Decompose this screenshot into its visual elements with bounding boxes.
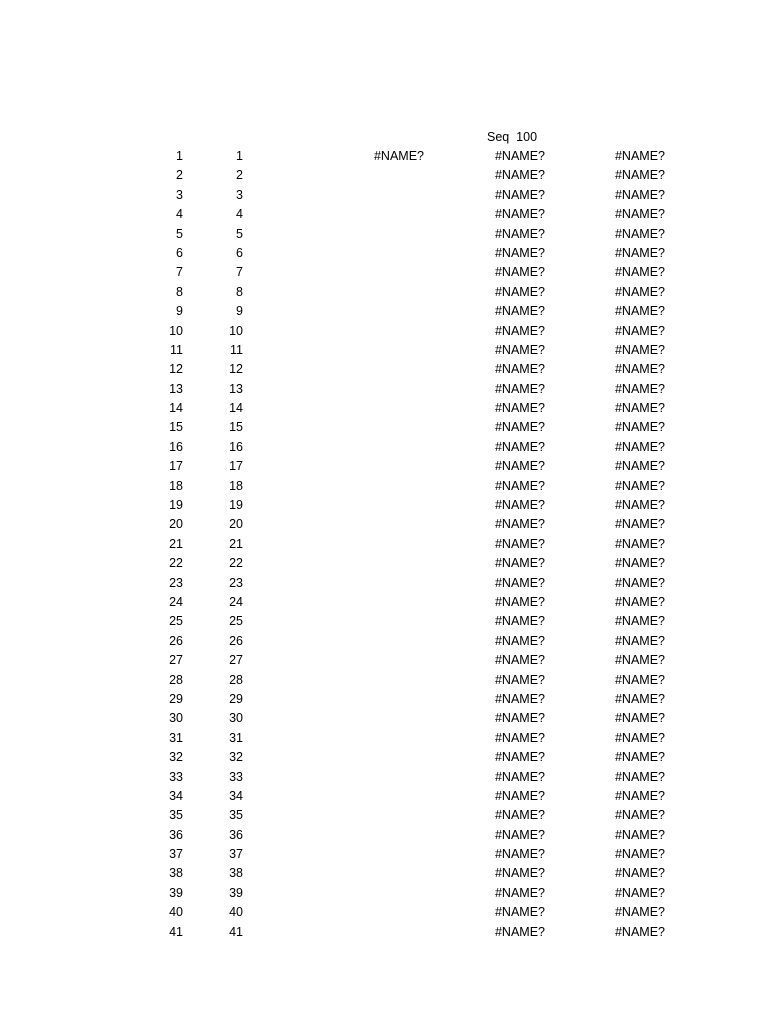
cell-col-a[interactable]: 3 <box>176 187 183 202</box>
cell-col-a[interactable]: 16 <box>169 439 183 454</box>
cell-col-d[interactable]: #NAME? <box>494 284 545 299</box>
cell-col-a[interactable]: 27 <box>169 653 183 668</box>
table-row <box>0 438 768 457</box>
seq-label[interactable]: Seq 100 <box>487 130 538 144</box>
cell-col-a[interactable]: 6 <box>176 245 183 260</box>
cell-col-e[interactable]: #NAME? <box>614 769 665 784</box>
cell-col-b[interactable]: 40 <box>229 905 243 920</box>
cell-col-a[interactable]: 1 <box>176 149 183 163</box>
cell-col-e[interactable]: #NAME? <box>614 905 665 920</box>
cell-col-b[interactable]: 33 <box>229 769 243 784</box>
cell-col-b[interactable]: 10 <box>229 323 243 338</box>
table-row <box>0 748 768 767</box>
cell-col-b[interactable]: 27 <box>229 653 243 668</box>
cell-col-d[interactable]: #NAME? <box>494 633 545 648</box>
cell-col-b[interactable]: 14 <box>229 401 243 416</box>
cell-col-e[interactable]: #NAME? <box>614 788 665 803</box>
cell-col-a[interactable]: 8 <box>176 284 183 299</box>
cell-col-e[interactable]: #NAME? <box>614 304 665 319</box>
cell-col-a[interactable]: 37 <box>169 847 183 862</box>
cell-col-a[interactable]: 26 <box>169 633 183 648</box>
cell-col-b[interactable]: 8 <box>236 284 243 299</box>
table-row <box>0 826 768 845</box>
cell-col-b[interactable]: 5 <box>236 226 243 241</box>
table-row <box>0 632 768 651</box>
cell-col-b[interactable]: 25 <box>229 614 243 629</box>
cell-col-b[interactable]: 39 <box>229 885 243 900</box>
cell-col-e[interactable]: #NAME? <box>614 420 665 435</box>
cell-col-a[interactable]: 33 <box>169 769 183 784</box>
cell-col-d[interactable]: #NAME? <box>494 866 545 881</box>
cell-col-e[interactable]: #NAME? <box>614 808 665 823</box>
cell-col-e[interactable]: #NAME? <box>614 691 665 706</box>
cell-col-b[interactable]: 38 <box>229 866 243 881</box>
table-row <box>0 380 768 399</box>
table-row <box>0 709 768 728</box>
cell-col-a[interactable]: 23 <box>169 575 183 590</box>
cell-col-b[interactable]: 37 <box>229 847 243 862</box>
header-row <box>0 128 768 147</box>
table-row <box>0 768 768 787</box>
cell-col-e[interactable]: #NAME? <box>614 614 665 629</box>
cell-col-d[interactable]: #NAME? <box>494 575 545 590</box>
table-row <box>0 787 768 806</box>
cell-col-b[interactable]: 13 <box>229 381 243 396</box>
cell-col-d[interactable]: #NAME? <box>494 245 545 260</box>
cell-col-d[interactable]: #NAME? <box>494 401 545 416</box>
cell-col-e[interactable]: #NAME? <box>614 556 665 571</box>
table-row <box>0 612 768 631</box>
table-row <box>0 496 768 515</box>
cell-col-a[interactable]: 14 <box>169 401 183 416</box>
cell-col-e[interactable]: #NAME? <box>614 187 665 202</box>
cell-col-d[interactable]: #NAME? <box>494 187 545 202</box>
cell-col-e[interactable]: #NAME? <box>614 265 665 280</box>
cell-col-d[interactable]: #NAME? <box>494 342 545 357</box>
cell-col-d[interactable]: #NAME? <box>494 691 545 706</box>
cell-col-b[interactable]: 19 <box>229 498 243 513</box>
cell-col-e[interactable]: #NAME? <box>614 653 665 668</box>
cell-col-b[interactable]: 7 <box>236 265 243 280</box>
table-row <box>0 360 768 379</box>
cell-col-b[interactable]: 3 <box>236 187 243 202</box>
cell-col-b[interactable]: 16 <box>229 439 243 454</box>
cell-col-d[interactable]: #NAME? <box>494 556 545 571</box>
cell-col-b[interactable]: 34 <box>229 788 243 803</box>
cell-col-e[interactable]: #NAME? <box>614 827 665 842</box>
cell-col-e[interactable]: #NAME? <box>614 594 665 609</box>
table-row <box>0 418 768 437</box>
cell-col-d[interactable]: #NAME? <box>494 594 545 609</box>
cell-col-e[interactable]: #NAME? <box>614 207 665 222</box>
cell-col-b[interactable]: 36 <box>229 827 243 842</box>
cell-col-e[interactable]: #NAME? <box>614 168 665 183</box>
cell-col-a[interactable]: 21 <box>169 536 183 551</box>
cell-col-d[interactable]: #NAME? <box>494 750 545 765</box>
cell-col-b[interactable]: 6 <box>236 245 243 260</box>
cell-col-d[interactable]: #NAME? <box>494 362 545 377</box>
cell-col-e[interactable]: #NAME? <box>614 672 665 687</box>
cell-col-e[interactable]: #NAME? <box>614 885 665 900</box>
cell-col-a[interactable]: 41 <box>169 924 183 939</box>
table-row <box>0 477 768 496</box>
cell-col-e[interactable]: #NAME? <box>614 459 665 474</box>
cell-col-b[interactable]: 32 <box>229 750 243 765</box>
cell-col-d[interactable]: #NAME? <box>494 614 545 629</box>
cell-col-b[interactable]: 31 <box>229 730 243 745</box>
cell-col-b[interactable]: 35 <box>229 808 243 823</box>
cell-col-d[interactable]: #NAME? <box>494 226 545 241</box>
cell-col-a[interactable]: 18 <box>169 478 183 493</box>
table-row <box>0 186 768 205</box>
cell-col-a[interactable]: 32 <box>169 750 183 765</box>
table-row <box>0 884 768 903</box>
table-row <box>0 903 768 922</box>
cell-col-d[interactable]: #NAME? <box>494 207 545 222</box>
table-row <box>0 302 768 321</box>
cell-col-e[interactable]: #NAME? <box>614 478 665 493</box>
cell-col-e[interactable]: #NAME? <box>614 226 665 241</box>
cell-col-e[interactable]: #NAME? <box>614 342 665 357</box>
cell-col-e[interactable]: #NAME? <box>614 517 665 532</box>
cell-col-a[interactable]: 39 <box>169 885 183 900</box>
cell-col-a[interactable]: 36 <box>169 827 183 842</box>
cell-col-b[interactable]: 20 <box>229 517 243 532</box>
cell-col-b[interactable]: 15 <box>229 420 243 435</box>
cell-col-e[interactable]: #NAME? <box>614 381 665 396</box>
cell-col-a[interactable]: 4 <box>176 207 183 222</box>
table-row <box>0 806 768 825</box>
table-row <box>0 923 768 942</box>
cell-col-e[interactable]: #NAME? <box>614 439 665 454</box>
cell-col-a[interactable]: 19 <box>169 498 183 513</box>
cell-col-e[interactable]: #NAME? <box>614 633 665 648</box>
cell-col-a[interactable]: 30 <box>169 711 183 726</box>
cell-col-b[interactable]: 41 <box>229 924 243 939</box>
cell-col-d[interactable]: #NAME? <box>494 924 545 939</box>
cell-col-e[interactable]: #NAME? <box>614 847 665 862</box>
table-row <box>0 244 768 263</box>
table-row <box>0 729 768 748</box>
cell-col-d[interactable]: #NAME? <box>494 536 545 551</box>
cell-col-a[interactable]: 11 <box>170 342 183 357</box>
cell-col-b[interactable]: 11 <box>230 342 243 357</box>
cell-col-a[interactable]: 9 <box>176 304 183 319</box>
table-row <box>0 457 768 476</box>
cell-col-b[interactable]: 12 <box>229 362 243 377</box>
cell-col-a[interactable]: 22 <box>169 556 183 571</box>
cell-col-e[interactable]: #NAME? <box>614 149 665 163</box>
cell-col-b[interactable]: 29 <box>229 691 243 706</box>
cell-col-d[interactable]: #NAME? <box>494 420 545 435</box>
cell-col-d[interactable]: #NAME? <box>494 439 545 454</box>
table-row <box>0 283 768 302</box>
cell-col-e[interactable]: #NAME? <box>614 536 665 551</box>
cell-col-e[interactable]: #NAME? <box>614 750 665 765</box>
cell-col-b[interactable]: 1 <box>236 149 243 163</box>
cell-col-a[interactable]: 20 <box>169 517 183 532</box>
table-row <box>0 671 768 690</box>
table-row <box>0 225 768 244</box>
cell-col-a[interactable]: 7 <box>176 265 183 280</box>
cell-col-a[interactable]: 2 <box>176 168 183 183</box>
cell-col-d[interactable]: #NAME? <box>494 168 545 183</box>
cell-col-b[interactable]: 21 <box>229 536 243 551</box>
cell-col-e[interactable]: #NAME? <box>614 498 665 513</box>
cell-col-e[interactable]: #NAME? <box>614 711 665 726</box>
cell-col-d[interactable]: #NAME? <box>494 711 545 726</box>
cell-col-e[interactable]: #NAME? <box>614 924 665 939</box>
cell-col-d[interactable]: #NAME? <box>494 905 545 920</box>
cell-col-a[interactable]: 29 <box>169 691 183 706</box>
cell-col-e[interactable]: #NAME? <box>614 362 665 377</box>
cell-col-d[interactable]: #NAME? <box>494 769 545 784</box>
cell-col-d[interactable]: #NAME? <box>494 827 545 842</box>
cell-col-d[interactable]: #NAME? <box>494 653 545 668</box>
cell-col-d[interactable]: #NAME? <box>494 517 545 532</box>
data-rows <box>0 147 768 942</box>
cell-col-a[interactable]: 35 <box>169 808 183 823</box>
cell-col-b[interactable]: 26 <box>229 633 243 648</box>
cell-col-d[interactable]: #NAME? <box>494 381 545 396</box>
cell-col-a[interactable]: 38 <box>169 866 183 881</box>
cell-col-d[interactable]: #NAME? <box>494 672 545 687</box>
cell-col-a[interactable]: 12 <box>169 362 183 377</box>
cell-col-e[interactable]: #NAME? <box>614 575 665 590</box>
cell-col-a[interactable]: 31 <box>169 730 183 745</box>
table-row <box>0 341 768 360</box>
cell-col-c[interactable]: #NAME? <box>373 149 424 163</box>
cell-col-a[interactable]: 17 <box>169 459 183 474</box>
table-row <box>0 690 768 709</box>
cell-col-a[interactable]: 15 <box>169 420 183 435</box>
table-row <box>0 554 768 573</box>
cell-col-b[interactable]: 28 <box>229 672 243 687</box>
cell-col-b[interactable]: 23 <box>229 575 243 590</box>
cell-col-d[interactable]: #NAME? <box>494 730 545 745</box>
cell-col-b[interactable]: 2 <box>236 168 243 183</box>
cell-col-b[interactable]: 30 <box>229 711 243 726</box>
cell-col-d[interactable]: #NAME? <box>494 459 545 474</box>
cell-col-d[interactable]: #NAME? <box>494 265 545 280</box>
cell-col-b[interactable]: 22 <box>229 556 243 571</box>
table-row <box>0 651 768 670</box>
cell-col-e[interactable]: #NAME? <box>614 245 665 260</box>
table-row <box>0 399 768 418</box>
cell-col-b[interactable]: 18 <box>229 478 243 493</box>
cell-col-b[interactable]: 4 <box>236 207 243 222</box>
table-row <box>0 593 768 612</box>
cell-col-d[interactable]: #NAME? <box>494 498 545 513</box>
cell-col-a[interactable]: 24 <box>169 594 183 609</box>
cell-col-a[interactable]: 28 <box>169 672 183 687</box>
table-row <box>0 574 768 593</box>
cell-col-e[interactable]: #NAME? <box>614 730 665 745</box>
cell-col-e[interactable]: #NAME? <box>614 401 665 416</box>
cell-col-a[interactable]: 40 <box>169 905 183 920</box>
cell-col-a[interactable]: 10 <box>169 323 183 338</box>
cell-col-a[interactable]: 34 <box>169 788 183 803</box>
cell-col-d[interactable]: #NAME? <box>494 788 545 803</box>
table-row <box>0 535 768 554</box>
cell-col-d[interactable]: #NAME? <box>494 149 545 163</box>
cell-col-a[interactable]: 25 <box>169 614 183 629</box>
cell-col-d[interactable]: #NAME? <box>494 478 545 493</box>
cell-col-d[interactable]: #NAME? <box>494 847 545 862</box>
table-row <box>0 515 768 534</box>
table-row <box>0 205 768 224</box>
table-row <box>0 147 768 166</box>
cell-col-a[interactable]: 5 <box>176 226 183 241</box>
cell-col-d[interactable]: #NAME? <box>494 885 545 900</box>
cell-col-e[interactable]: #NAME? <box>614 284 665 299</box>
cell-col-d[interactable]: #NAME? <box>494 808 545 823</box>
table-row <box>0 263 768 282</box>
cell-col-d[interactable]: #NAME? <box>494 323 545 338</box>
cell-col-e[interactable]: #NAME? <box>614 866 665 881</box>
cell-col-a[interactable]: 13 <box>169 381 183 396</box>
table-row <box>0 864 768 883</box>
table-row <box>0 845 768 864</box>
table-row <box>0 166 768 185</box>
cell-col-d[interactable]: #NAME? <box>494 304 545 319</box>
cell-col-e[interactable]: #NAME? <box>614 323 665 338</box>
cell-col-b[interactable]: 9 <box>236 304 243 319</box>
cell-col-b[interactable]: 17 <box>229 459 243 474</box>
table-row <box>0 322 768 341</box>
cell-col-b[interactable]: 24 <box>229 594 243 609</box>
